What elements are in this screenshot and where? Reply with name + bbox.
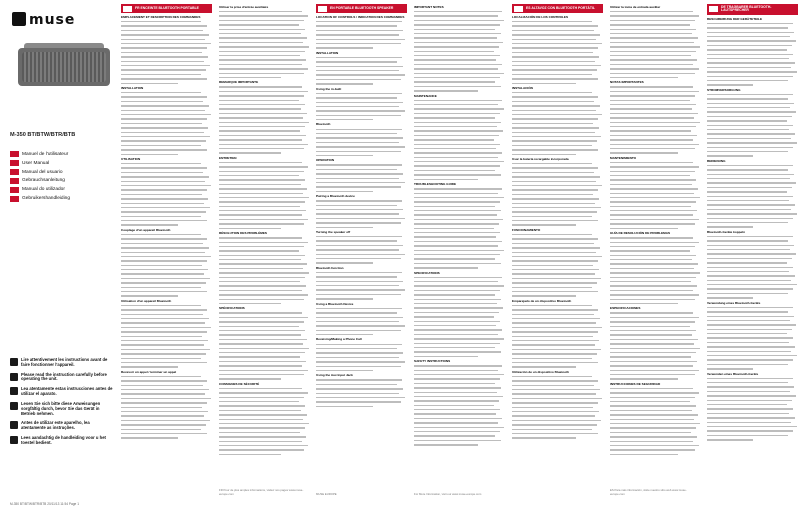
section-heading: Utilizar la toma de entrada auxiliar [610, 5, 661, 9]
warning-icon [10, 358, 18, 366]
body-text-lines [316, 379, 407, 407]
body-text-lines [512, 21, 603, 84]
warning-icon [10, 373, 18, 381]
flag-icon [10, 151, 19, 157]
manual-item: Manuel de l'utilisateur [10, 150, 110, 159]
flag-icon [10, 178, 19, 184]
body-text-lines [219, 237, 310, 304]
print-footer: M-350 BT/BTW/BTR/BTB 20/11/13 11:54 Page 1 [10, 502, 79, 506]
section-heading: EMPLACEMENT ET DESCRIPTION DES COMMANDES [121, 15, 201, 19]
body-text-lines [512, 305, 603, 368]
body-text-lines [512, 163, 603, 226]
manual-item: Gebrauchsanleitung [10, 177, 110, 186]
body-text-lines [707, 23, 798, 86]
warning-item: Lea atentamente estas instrucciones antes de utilizar el aparato. [10, 387, 114, 397]
body-text-lines [610, 388, 701, 455]
body-text-lines [316, 200, 407, 228]
text-column [414, 4, 505, 500]
manual-item: Manual do utilizador [10, 186, 110, 195]
section-heading: RÉSOLUTION DES PROBLÈMES [219, 231, 267, 236]
flag-icon [318, 6, 327, 12]
warning-item: Lesen Sie sich bitte diese Anweisungen sorgfältig durch, bevor Sie das Gerät in Betrieb nehmen. [10, 402, 114, 416]
column-footer: FR Pour de plus amples informations, visitez nos pages www.muse-europe.com [219, 488, 304, 496]
warning-list [10, 358, 114, 451]
section-heading: BESCHREIBUNG DER GERÄTETEILE [707, 16, 763, 21]
body-text-lines [121, 163, 212, 226]
body-text-lines [414, 100, 505, 180]
body-text-lines [316, 129, 407, 157]
warning-item: Lees aandachtig de handleiding voor u het toestel bedient. [10, 436, 114, 446]
text-column [219, 4, 310, 500]
section-heading: SPÉCIFICATIONS [219, 306, 245, 311]
section-heading: GUÍA DE RESOLUCIÓN DE PROBLEMAS [610, 231, 671, 236]
brand-logo [12, 12, 75, 28]
speaker-grill [22, 52, 106, 82]
flag-icon [10, 160, 19, 166]
language-banner [707, 4, 798, 15]
body-text-lines [316, 164, 407, 192]
section-heading: ESPECIFICACIONES [610, 306, 641, 311]
body-text-lines [219, 162, 310, 229]
text-column [512, 4, 603, 500]
section-heading: UTILISATION [121, 156, 141, 161]
flag-icon [514, 6, 523, 12]
section-heading: Bluetooth [316, 122, 331, 127]
body-text-lines [316, 57, 407, 85]
banner-title: FR ENCEINTE BLUETOOTH PORTABLE [135, 5, 199, 10]
body-text-lines [121, 376, 212, 439]
body-text-lines [219, 11, 310, 78]
section-heading: CONSIGNES DE SÉCURITÉ [219, 381, 260, 386]
section-heading: STROMVERSORGUNG [707, 87, 741, 92]
body-text-lines [414, 11, 505, 91]
warning-item: Please read the instruction carefully before operating the unit. [10, 373, 114, 383]
brand-name: muse [29, 12, 76, 28]
warning-item: Lire attentivement les instructions avant de faire fonctionner l'appareil. [10, 358, 114, 368]
section-heading: Bluetooth-Geräte koppeln [707, 229, 745, 234]
body-text-lines [316, 272, 407, 300]
section-heading: TROUBLESHOOTING GUIDE [414, 182, 457, 187]
section-heading: Using a Bluetooth Device [316, 301, 354, 306]
body-text-lines [610, 312, 701, 379]
section-heading: IMPORTANT NOTES [414, 5, 444, 9]
body-text-lines [414, 365, 505, 445]
section-heading: Using the in-built [316, 86, 342, 91]
manual-list [10, 150, 110, 203]
flag-icon [123, 6, 132, 12]
section-heading: Using the Aux Input Jack [316, 373, 353, 378]
text-column [707, 4, 798, 500]
body-text-lines [512, 234, 603, 297]
column-footer: For More Information, visit our www.muse-europe.com [414, 492, 482, 496]
column-footer: MUSE EUROPE [316, 492, 337, 496]
section-heading: INSTALLATION [316, 50, 339, 55]
banner-title: ES ALTAVOZ CON BLUETOOTH PORTÁTIL [526, 5, 595, 10]
section-heading: REMARQUE IMPORTANTE [219, 80, 259, 85]
flag-icon [10, 196, 19, 202]
body-text-lines [219, 388, 310, 455]
warning-icon [10, 421, 18, 429]
section-heading: Pairing a Bluetooth device [316, 194, 355, 199]
section-heading: MANTENIMIENTO [610, 155, 637, 160]
language-banner [512, 4, 603, 13]
flag-icon [10, 187, 19, 193]
section-heading: SAFETY INSTRUCTIONS [414, 359, 451, 364]
section-heading: Bluetooth function [316, 265, 344, 270]
section-heading: Utilización de un dispositivo Bluetooth [512, 369, 570, 374]
body-text-lines [219, 86, 310, 153]
body-text-lines [414, 277, 505, 357]
body-text-lines [316, 21, 407, 49]
section-heading: INSTALLATION [121, 85, 144, 90]
body-text-lines [121, 21, 212, 84]
text-column [121, 4, 212, 500]
column-footer: ES Para más información, visite nuestro sitio web www.muse-europe.com [610, 488, 687, 496]
body-text-lines [707, 94, 798, 157]
section-heading: INSTRUCCIONES DE SEGURIDAD [610, 381, 661, 386]
section-heading: FUNCIONAMIENTO [512, 227, 541, 232]
section-heading: OPERATION [316, 158, 335, 163]
section-heading: Emparejado de un dispositivo Bluetooth [512, 298, 572, 303]
speaker-image [18, 40, 110, 94]
section-heading: INSTALACIÓN [512, 85, 533, 90]
section-heading: Usar la batería recargable incorporada [512, 156, 569, 161]
manual-item: Manual del usuario [10, 168, 110, 177]
section-heading: MAINTENANCE [414, 93, 437, 98]
section-heading: ENTRETIEN [219, 155, 237, 160]
manual-item: Gebruikershandleiding [10, 194, 110, 203]
body-text-lines [121, 234, 212, 297]
language-banner [316, 4, 407, 13]
section-heading: Utilisation d'un appareil Bluetooth [121, 298, 172, 303]
flag-icon [10, 169, 19, 175]
section-heading: Receiving/Making a Phone Call [316, 337, 362, 342]
section-heading: Verwendung eines Bluetooth-Geräts [707, 300, 761, 305]
warning-icon [10, 402, 18, 410]
body-text-lines [219, 312, 310, 379]
banner-title: EN PORTABLE BLUETOOTH SPEAKER [330, 5, 394, 10]
section-heading: LOCALIZACIÓN DE LOS CONTROLES [512, 15, 569, 19]
body-text-lines [316, 308, 407, 336]
flag-icon [709, 6, 718, 12]
warning-item: Antes de utilizar este aparelho, lea atentamente as instruções. [10, 421, 114, 431]
body-text-lines [707, 307, 798, 370]
text-column [610, 4, 701, 500]
model-number: M-350 BT/BTW/BTR/BTB [10, 132, 76, 138]
warning-icon [10, 436, 18, 444]
body-text-lines [121, 305, 212, 368]
section-heading: LOCATION OF CONTROLS / INDICATION DES COMMANDES [316, 15, 405, 19]
brand-logo-icon [12, 12, 26, 26]
body-text-lines [512, 92, 603, 155]
body-text-lines [610, 237, 701, 304]
section-heading: NOTAS IMPORTANTES [610, 80, 644, 85]
language-banner [121, 4, 212, 13]
text-column [316, 4, 407, 500]
body-text-lines [707, 165, 798, 228]
cover-column [4, 4, 117, 506]
banner-title: DE TRAGBARER BLUETOOTH-LAUTSPRECHER [721, 4, 772, 13]
body-text-lines [610, 162, 701, 229]
body-text-lines [316, 93, 407, 121]
manual-item: User Manual [10, 159, 110, 168]
body-text-lines [316, 344, 407, 372]
section-heading: Recevoir un appel / terminer un appel [121, 369, 177, 374]
body-text-lines [707, 236, 798, 299]
section-heading: SPECIFICATIONS [414, 270, 440, 275]
section-heading: Turning the speaker off [316, 229, 351, 234]
body-text-lines [707, 378, 798, 441]
section-heading: BEDIENUNG [707, 158, 726, 163]
body-text-lines [610, 86, 701, 153]
warning-icon [10, 387, 18, 395]
section-heading: Couplage d'un appareil Bluetooth [121, 227, 171, 232]
body-text-lines [316, 236, 407, 264]
body-text-lines [121, 92, 212, 155]
section-heading: Verwenden eines Bluetooth-Geräts [707, 371, 759, 376]
body-text-lines [414, 188, 505, 268]
body-text-lines [610, 11, 701, 78]
body-text-lines [512, 376, 603, 439]
section-heading: Utiliser la prise d'entrée auxiliaire [219, 5, 269, 9]
